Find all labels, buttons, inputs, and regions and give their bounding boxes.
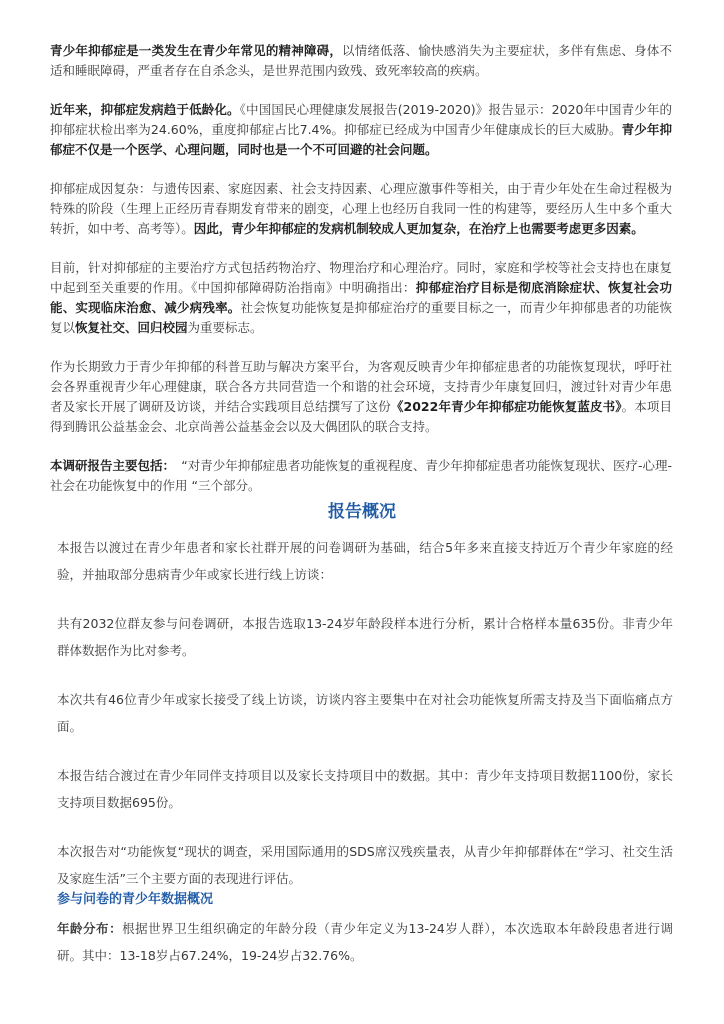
section-title-overview: 报告概况 (328, 502, 396, 522)
intro-paragraph-3 (50, 179, 672, 239)
intro-p4-bold-1: 抑郁症治疗目标是彻底消除症状、恢复社会功能、实现临床治愈、减少病残率。 (50, 280, 672, 315)
age-distribution-text: 根据世界卫生组织确定的年龄分段（青少年定义为13-24岁人群），本次选取本年龄段患者进行调研。其中：13-18岁占67.24%，19-24岁占32.76%。 (57, 921, 673, 963)
intro-p6-text-1: “对青少年抑郁症患者功能恢复的重视程度、青少年抑郁症患者功能恢复现状、医疗-心理-社会在功能恢复中的作用 “三个部分。 (50, 458, 672, 493)
intro-p5-text-1: 作为长期致力于青少年抑郁的科普互助与解决方案平台，为客观反映青少年抑郁症患者的功能恢复现状，呼吁社会各界重视青少年心理健康，联合各方共同营造一个和谐的社会环境，支持青少年康复回归，渡过针对青少年患者及家长开展了调研及访谈，并结合实践项目总结撰写了这份 (50, 359, 672, 414)
intro-p6-bold-1: 本调研报告主要包括： (50, 458, 169, 473)
intro-section (50, 41, 672, 515)
intro-p4-text-2: 社会恢复功能恢复是抑郁症治疗的重要目标之一，而青少年抑郁患者的功能恢复以 (50, 300, 672, 335)
overview-section (57, 534, 673, 892)
intro-p4-bold-2: 恢复社交、回归校园 (75, 320, 188, 335)
intro-paragraph-6 (50, 456, 672, 496)
overview-paragraph-5: 本次报告对“功能恢复“现状的调查，采用国际通用的SDS席汉残疾量表，从青少年抑郁群体在“学习、社交生活及家庭生活”三个主要方面的表现进行评估。 (57, 844, 673, 886)
overview-paragraph-4: 本报告结合渡过在青少年同伴支持项目以及家长支持项目中的数据。其中：青少年支持项目数据1100份，家长支持项目数据695份。 (57, 768, 673, 810)
intro-p5-bold-1: 《2022年青少年抑郁症功能恢复蓝皮书》 (390, 399, 622, 414)
age-distribution-section (57, 915, 673, 969)
overview-paragraph-3: 本次共有46位青少年或家长接受了线上访谈，访谈内容主要集中在对社会功能恢复所需支持及当下面临痛点方面。 (57, 692, 673, 734)
intro-p4-text-1: 目前，针对抑郁症的主要治疗方式包括药物治疗、物理治疗和心理治疗。同时，家庭和学校等社会支持也在康复中起到至关重要的作用。《中国抑郁障碍防治指南》中明确指出： (50, 260, 672, 295)
intro-p2-bold-1: 近年来，抑郁症发病趋于低龄化。 (50, 102, 240, 117)
subsection-title-participants: 参与问卷的青少年数据概况 (57, 892, 214, 907)
intro-p2-bold-2: 青少年抑郁症不仅是一个医学、心理问题，同时也是一个不可回避的社会问题。 (50, 122, 672, 157)
intro-paragraph-1 (50, 41, 672, 81)
overview-paragraph-1: 本报告以渡过在青少年患者和家长社群开展的问卷调研为基础，结合5年多来直接支持近万个青少年家庭的经验，并抽取部分患病青少年或家长进行线上访谈： (57, 540, 673, 582)
intro-p2-text-1: 《中国国民心理健康发展报告(2019-2020)》报告显示：2020年中国青少年的抑郁症状检出率为24.60%，重度抑郁症占比7.4%。抑郁症已经成为中国青少年健康成长的巨大威胁。 (50, 102, 672, 137)
intro-p4-text-3: 为重要标志。 (187, 320, 263, 335)
spacer (57, 588, 673, 610)
spacer (57, 740, 673, 762)
spacer (57, 816, 673, 838)
intro-p1-bold-1: 青少年抑郁症是一类发生在青少年常见的精神障碍， (50, 43, 343, 58)
spacer (57, 664, 673, 686)
intro-p3-text-1: 抑郁症成因复杂：与遗传因素、家庭因素、社会支持因素、心理应激事件等相关，由于青少年处在生命过程极为特殊的阶段（生理上正经历青春期发育带来的剧变，心理上也经历自我同一性的构建等，要经历人生中多个重大转折，如中考、高考等）。 (50, 181, 672, 236)
intro-paragraph-2 (50, 100, 672, 160)
intro-p5-text-2: 。本项目得到腾讯公益基金会、北京尚善公益基金会以及大偶团队的联合支持。 (50, 399, 672, 434)
age-distribution-paragraph (57, 915, 673, 969)
intro-p3-bold-1: 因此，青少年抑郁症的发病机制较成人更加复杂，在治疗上也需要考虑更多因素。 (193, 221, 644, 236)
age-distribution-label: 年龄分布： (57, 921, 123, 936)
overview-paragraph-2: 共有2032位群友参与问卷调研，本报告选取13-24岁年龄段样本进行分析，累计合格样本量635份。非青少年群体数据作为比对参考。 (57, 616, 673, 658)
intro-paragraph-5 (50, 357, 672, 437)
intro-paragraph-4 (50, 258, 672, 338)
intro-p1-text-1: 以情绪低落、愉快感消失为主要症状，多伴有焦虑、身体不适和睡眠障碍，严重者存在自杀念头，是世界范围内致残、致死率较高的疾病。 (50, 43, 672, 78)
